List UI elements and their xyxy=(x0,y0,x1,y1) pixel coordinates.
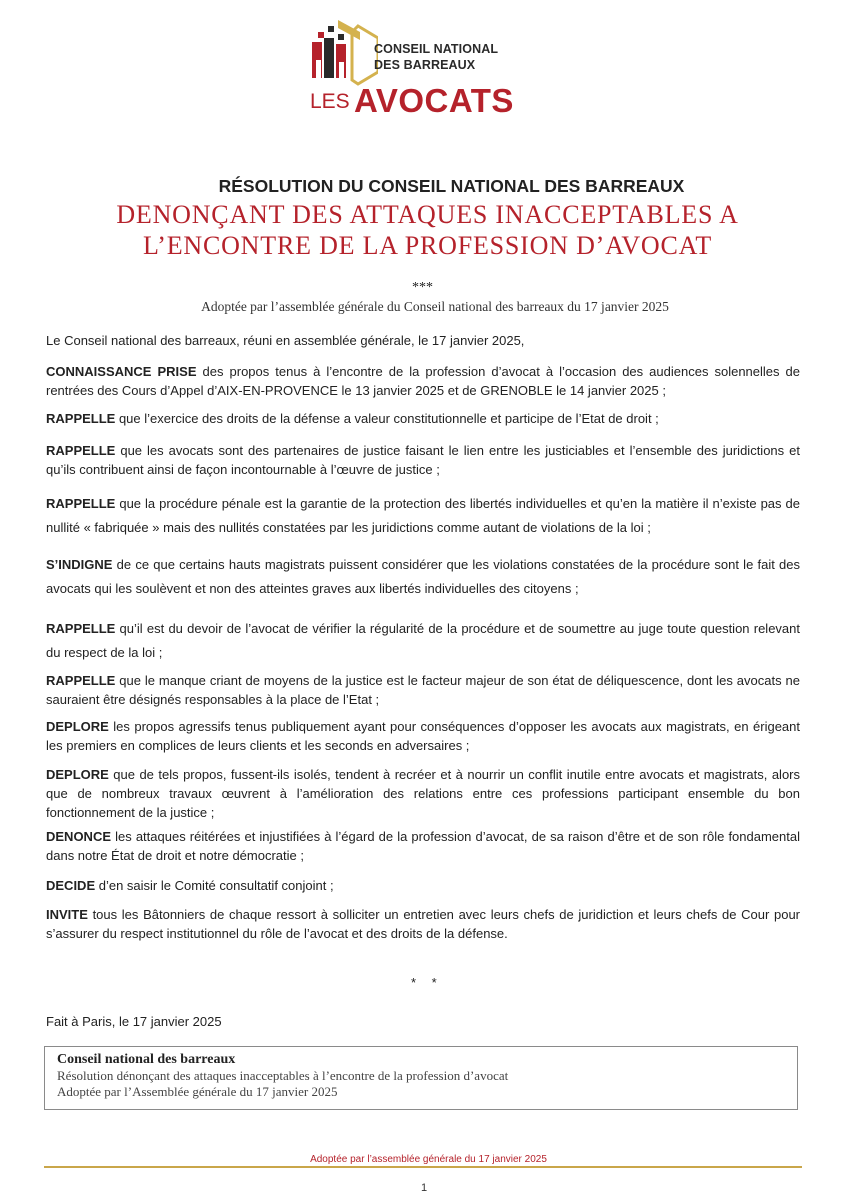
paragraph-deplore-1 xyxy=(46,717,800,755)
resolution-subtitle-line1: DENONÇANT DES ATTAQUES INACCEPTABLES A xyxy=(116,200,739,229)
paragraph-keyword: RAPPELLE xyxy=(46,411,116,426)
paragraph-text: les propos agressifs tenus publiquement ayant pour conséquences d’opposer les avocats aux magistrats, en érigeant les premiers en complices de leurs clients et les seconds en adversaires ; xyxy=(46,719,800,753)
resolution-title: RÉSOLUTION DU CONSEIL NATIONAL DES BARREAUX xyxy=(218,176,685,196)
paragraph-text: que les avocats sont des partenaires de justice faisant le lien entre les justiciables et l’ensemble des juridictions et qu’ils contribuent ainsi de façon incontournable à l’œuvre de justice ; xyxy=(46,443,800,477)
paragraph-rappelle-3 xyxy=(46,492,800,540)
paragraph-keyword: DECIDE xyxy=(46,878,96,893)
paragraph-rappelle-1 xyxy=(46,409,800,428)
paragraph-text: qu’il est du devoir de l’avocat de vérifier la régularité de la procédure et de soumettre au juge toute question relevant du respect de la loi ; xyxy=(46,621,800,660)
paragraph-connaissance-prise xyxy=(46,362,800,400)
closing-stars: * * xyxy=(411,975,443,990)
adoption-note: Adoptée par l’assemblée générale du Conseil national des barreaux du 17 janvier 2025 xyxy=(201,299,669,314)
paragraph-keyword: DENONCE xyxy=(46,829,112,844)
paragraph-deplore-2 xyxy=(46,765,800,822)
paragraph-decide xyxy=(46,876,800,895)
paragraph-text: que de tels propos, fussent-ils isolés, tendent à recréer et à nourrir un conflit inutile entre avocats et magistrats, alors que de nombreux travaux œuvrent à l’amélioration des relations entre ces professions participant ensemble du bon fonctionnement de la justice ; xyxy=(46,767,800,820)
paragraph-text: que l’exercice des droits de la défense a valeur constitutionnelle et participe de l’Etat de droit ; xyxy=(115,411,659,426)
paragraph-keyword: DEPLORE xyxy=(46,719,109,734)
paragraph-keyword: DEPLORE xyxy=(46,767,109,782)
paragraph-keyword: RAPPELLE xyxy=(46,673,116,688)
paragraph-keyword: INVITE xyxy=(46,907,88,922)
logo-les: LES xyxy=(310,90,350,113)
summary-box xyxy=(44,1046,798,1110)
footer-divider xyxy=(44,1166,802,1168)
paragraph-keyword: RAPPELLE xyxy=(46,496,116,511)
paragraph-rappelle-4 xyxy=(46,617,800,665)
paragraph-rappelle-5 xyxy=(46,671,800,709)
signature-place-date: Fait à Paris, le 17 janvier 2025 xyxy=(46,1014,222,1029)
resolution-subtitle-line2: L’ENCONTRE DE LA PROFESSION D’AVOCAT xyxy=(142,231,713,260)
logo-org-line1: CONSEIL NATIONAL xyxy=(374,42,499,56)
intro-paragraph: Le Conseil national des barreaux, réuni en assemblée générale, le 17 janvier 2025, xyxy=(46,333,525,348)
logo-org-line2: DES BARREAUX xyxy=(374,58,476,72)
paragraph-keyword: RAPPELLE xyxy=(46,621,116,636)
paragraph-keyword: CONNAISSANCE PRISE xyxy=(46,364,197,379)
cnb-logo xyxy=(308,20,528,130)
paragraph-keyword: S’INDIGNE xyxy=(46,557,113,572)
page-number: 1 xyxy=(421,1182,428,1194)
cnb-logo-emblem-icon xyxy=(308,20,378,90)
summary-box-line2: Adoptée par l’Assemblée générale du 17 janvier 2025 xyxy=(57,1084,338,1099)
paragraph-text: des propos tenus à l’encontre de la profession d’avocat à l’occasion des audiences solennelles de rentrées des Cours d’Appel d’AIX-EN-PROVENCE le 13 janvier 2025 et de GRENOBLE le 14 janvier 2025 ; xyxy=(46,364,801,398)
paragraph-text: les attaques réitérées et injustifiées à l’égard de la profession d’avocat, de sa raison d’être et de son rôle fondamental dans notre État de droit et notre démocratie ; xyxy=(46,829,800,863)
paragraph-text: que le manque criant de moyens de la justice est le facteur majeur de son état de déliquescence, dont les avocats ne sauraient être désignés responsables à la place de l’Etat ; xyxy=(46,673,800,707)
footer-adoption-note: Adoptée par l’assemblée générale du 17 janvier 2025 xyxy=(310,1154,547,1165)
logo-avocats: AVOCATS xyxy=(354,82,514,119)
paragraph-text: que la procédure pénale est la garantie de la protection des libertés individuelles et qu’en la matière il n’existe pas de nullité « fabriquée » mais des nullités constatées par les juridictions comme autant de violations de la loi ; xyxy=(46,496,800,535)
paragraph-keyword: RAPPELLE xyxy=(46,443,116,458)
paragraph-invite xyxy=(46,905,800,943)
separator-stars: *** xyxy=(412,280,433,295)
summary-box-line1: Résolution dénonçant des attaques inacceptables à l’encontre de la profession d’avocat xyxy=(57,1068,509,1083)
paragraph-text: d’en saisir le Comité consultatif conjoint ; xyxy=(95,878,334,893)
paragraph-text: de ce que certains hauts magistrats puissent considérer que les violations constatées de la procédure sont le fait des avocats qui les soulèvent et non des atteintes graves aux libertés individuelles des citoyens ; xyxy=(46,557,800,596)
summary-box-title: Conseil national des barreaux xyxy=(57,1052,236,1067)
paragraph-s-indigne xyxy=(46,553,800,601)
paragraph-denonce xyxy=(46,827,800,865)
paragraph-rappelle-2 xyxy=(46,441,800,479)
paragraph-text: tous les Bâtonniers de chaque ressort à solliciter un entretien avec leurs chefs de juridiction et leurs chefs de Cour pour s’assurer du respect institutionnel du rôle de l’avocat et des droits de la défense. xyxy=(46,907,800,941)
